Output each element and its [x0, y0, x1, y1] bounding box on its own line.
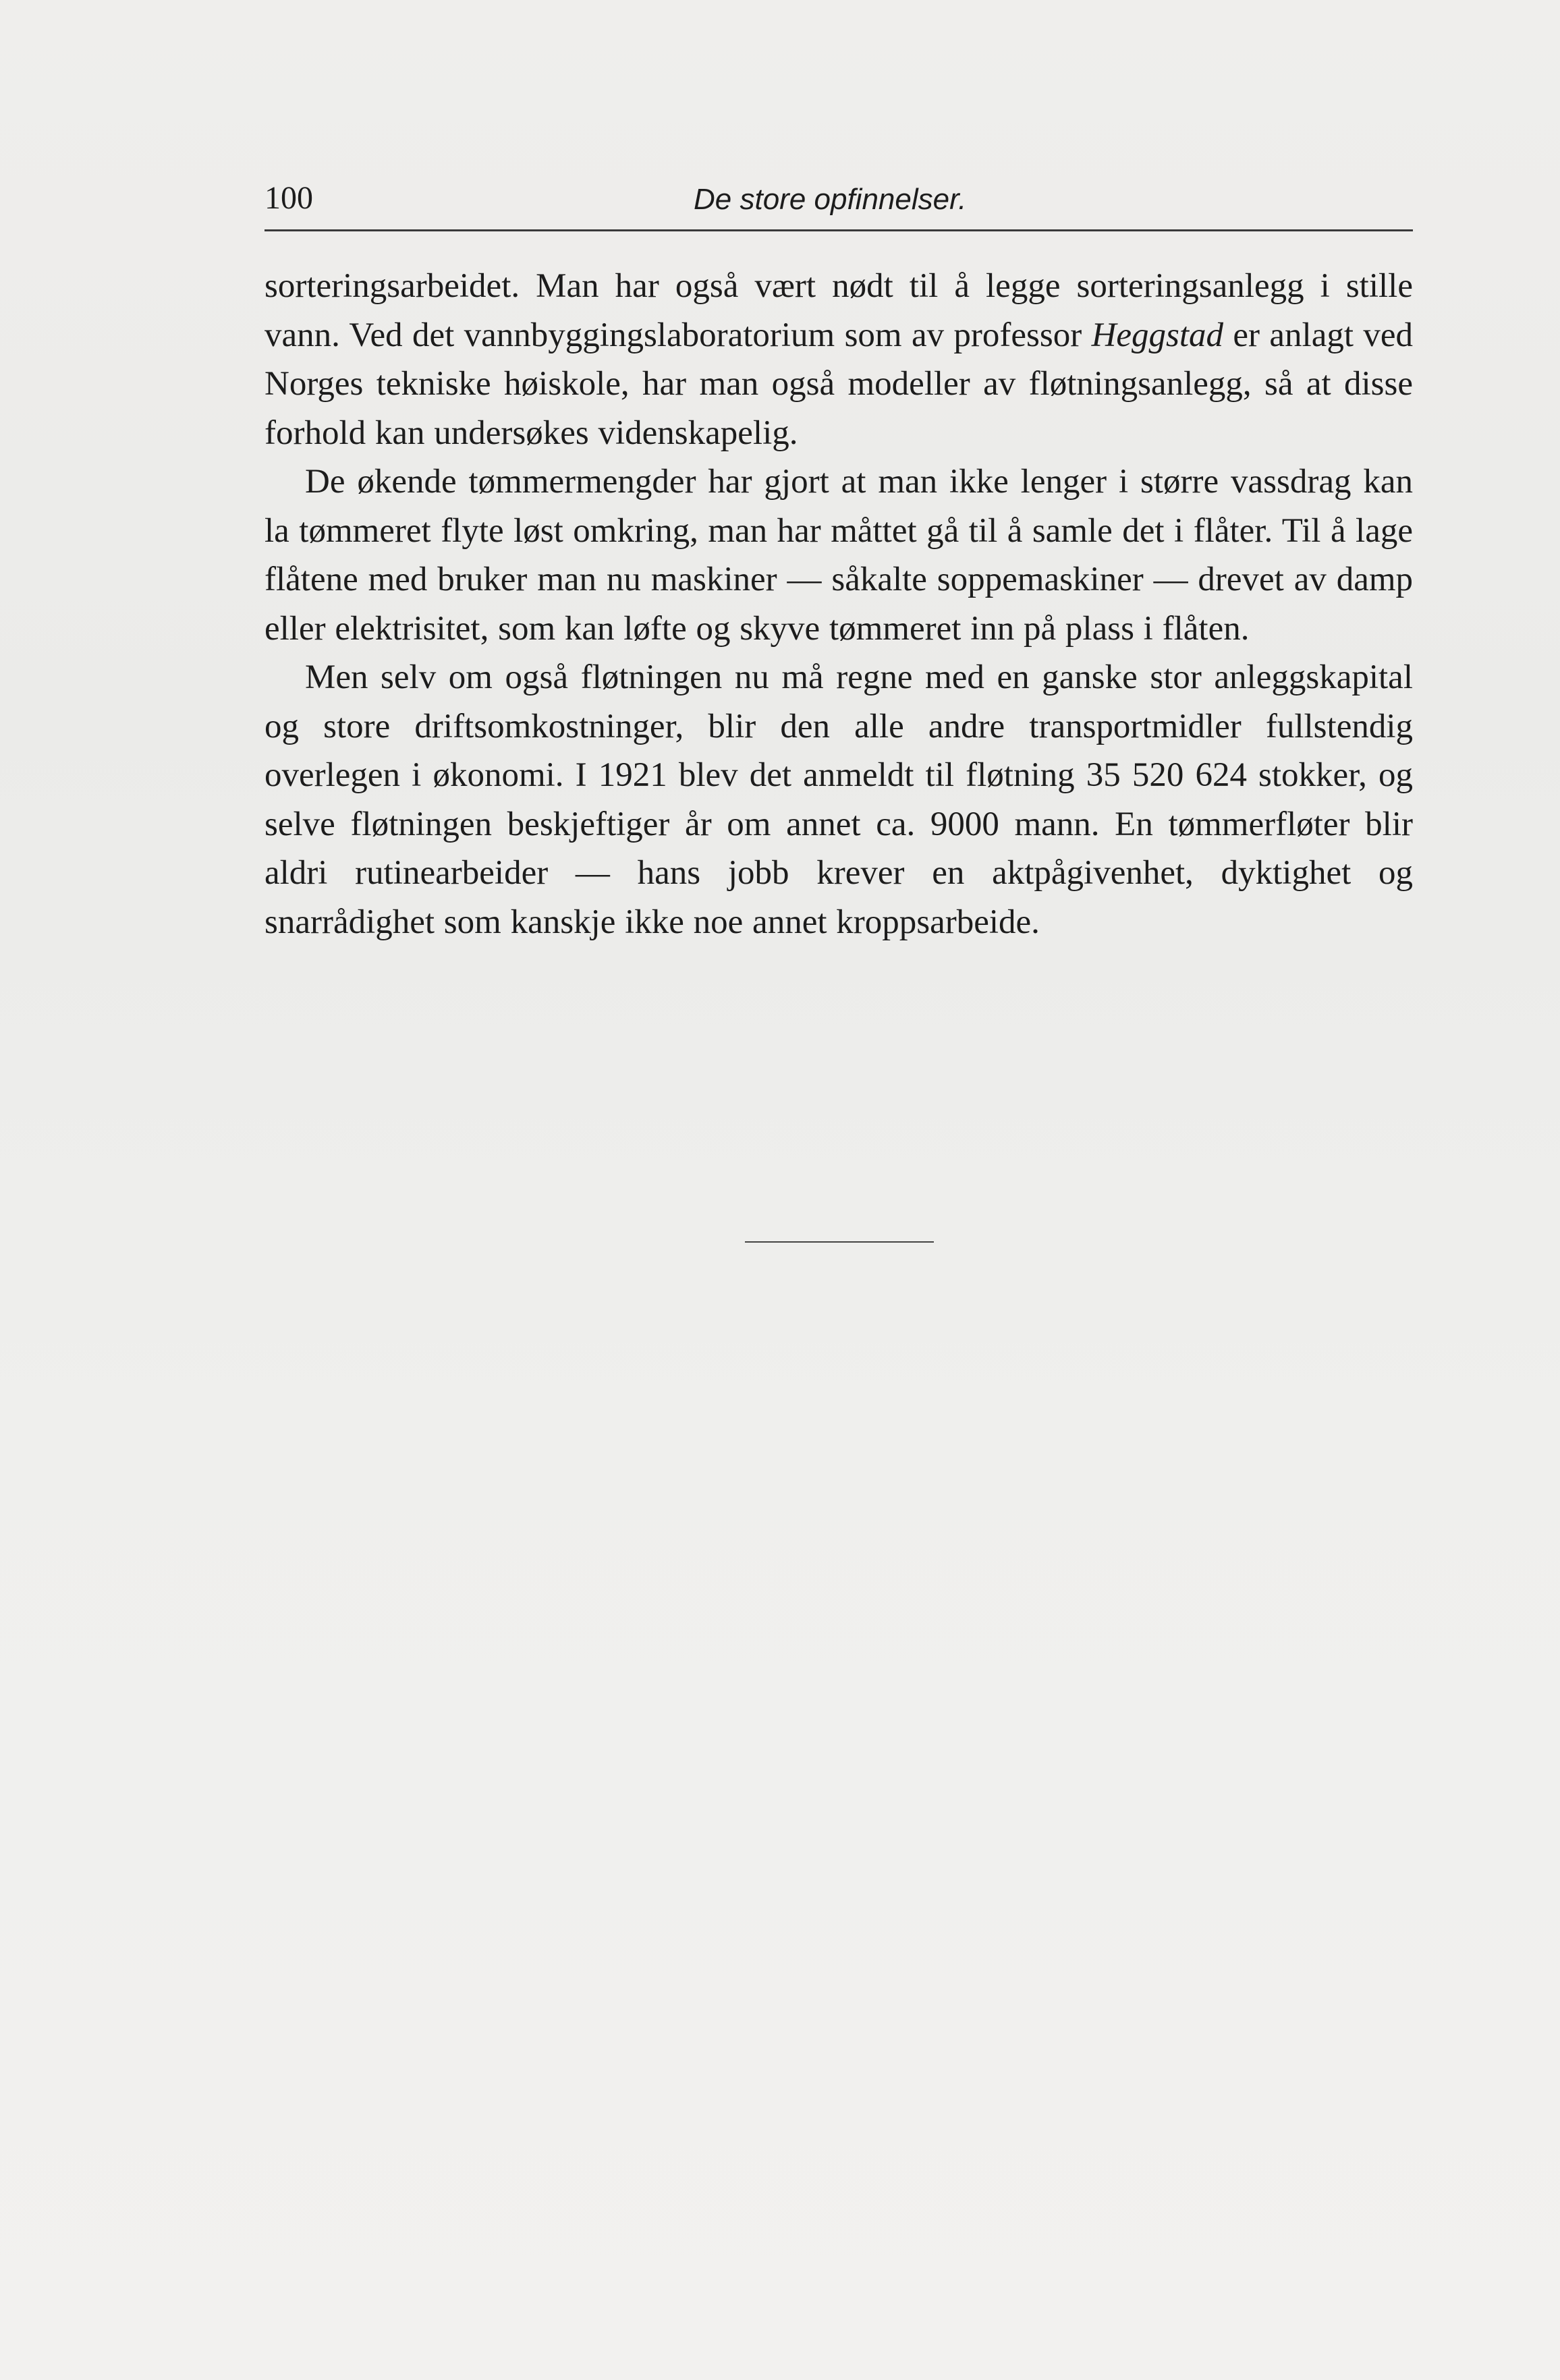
paragraph-3: Men selv om også fløtningen nu må regne med en ganske stor anleggskapital og store driftsomkostninger, blir den alle andre transportmidler fullstendig overlegen i økonomi. I 1921 blev det anmeldt til fløtning 35 520 624 stokker, og selve fløtningen beskjeftiger år om annet ca. 9000 mann. En tømmerfløter blir aldri rutinearbeider — hans jobb krever en aktpågivenhet, dyktighet og snarrådighet som kanskje ikke noe annet kroppsarbeide.: [264, 658, 1413, 941]
running-title: De store opfinnelser.: [694, 183, 967, 216]
page-header: [264, 165, 1413, 231]
paragraph-1-before: sorteringsarbeidet. Man har også vært nødt til å legge sorteringsanlegg i stille vann. Ved det vannbyggingslaboratorium som av professor: [264, 267, 1413, 354]
paragraph-1-after: er anlagt ved Norges tekniske høiskole, har man også modeller av fløtningsanlegg, så at disse forhold kan undersøkes videnskapelig.: [264, 316, 1413, 452]
body-text: [264, 262, 1413, 946]
paragraph-1: [264, 262, 1413, 457]
section-divider: [745, 1241, 934, 1243]
paragraph-2: De økende tømmermengder har gjort at man ikke lenger i større vassdrag kan la tømmeret flyte løst omkring, man har måttet gå til å samle det i flåter. Til å lage flåtene med bruker man nu maskiner — såkalte soppemaskiner — drevet av damp eller elektrisitet, som kan løfte og skyve tømmeret inn på plass i flåten.: [264, 463, 1413, 648]
paragraph-1-name: Heggstad: [1091, 316, 1224, 354]
page-number: 100: [264, 180, 313, 216]
